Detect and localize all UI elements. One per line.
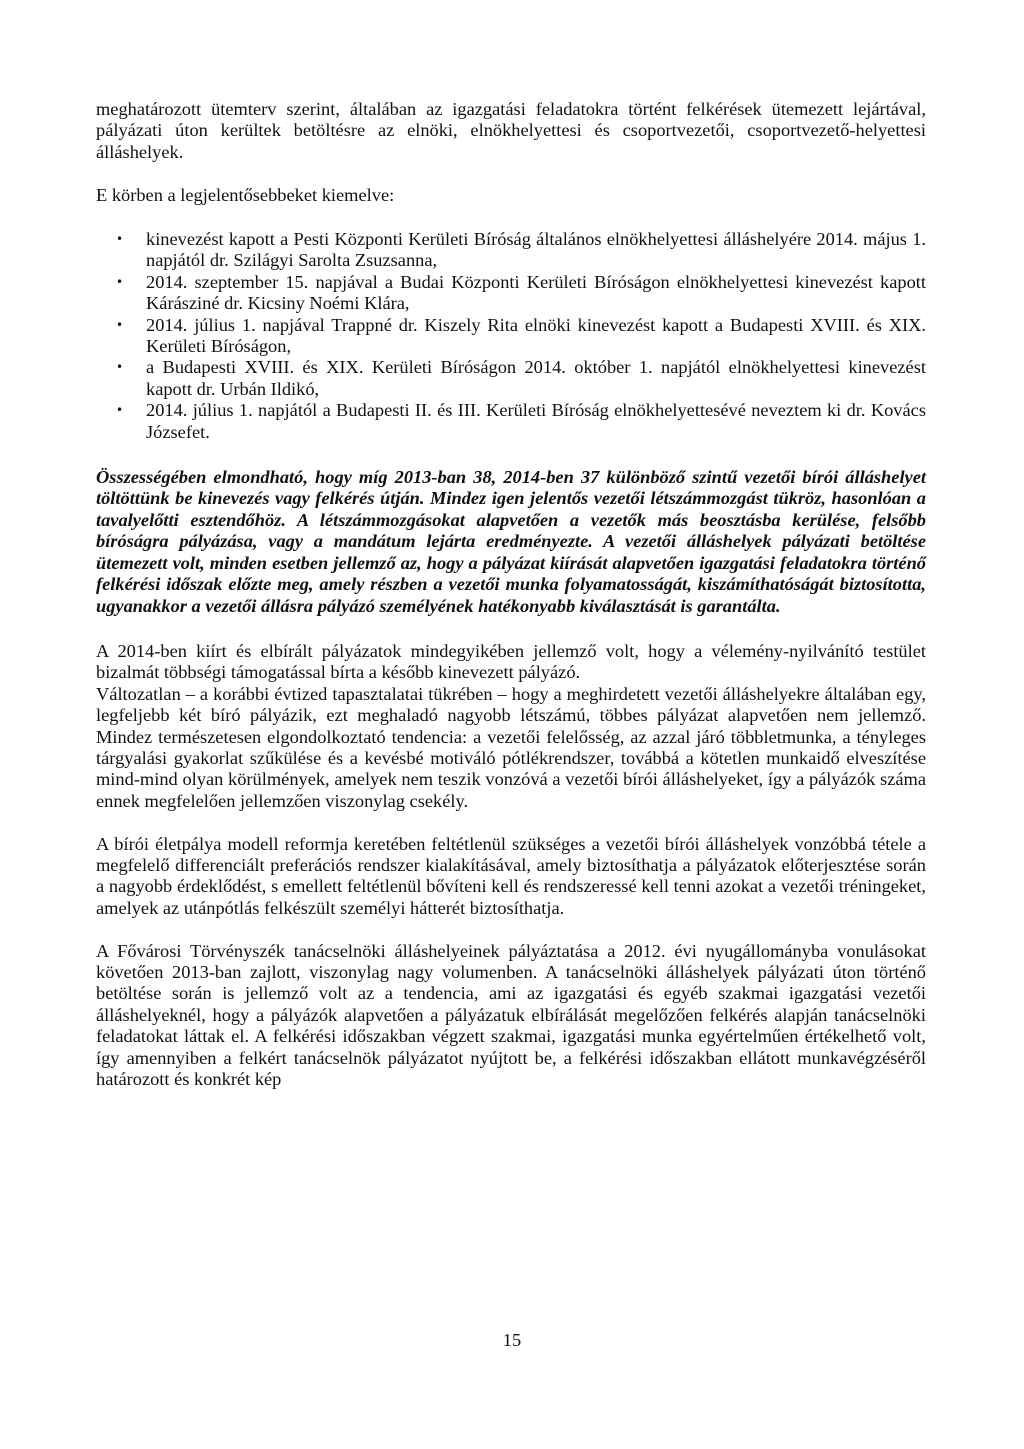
list-item-text: 2014. július 1. napjától a Budapesti II. és III. Kerületi Bíróság elnökhelyettesévé neveztem ki dr. Kovács Józsefet. [146, 400, 926, 442]
body-paragraph: A bírói életpálya modell reformja keretében feltétlenül szükséges a vezetői bírói álláshelyek vonzóbbá tétele a megfelelő differenciált preferációs rendszer kialakításával, amely biztosíthatja a pályázatok előterjesztése során a nagyobb érdeklődést, s emellett feltétlenül bővíteni kell és rendszeressé kell tenni azokat a vezetői tréningeket, amelyek az utánpótlás felkészült személyi hátterét biztosíthatja. [96, 833, 926, 918]
list-item [96, 315, 926, 358]
body-paragraph: Változatlan – a korábbi évtized tapasztalatai tükrében – hogy a meghirdetett vezetői álláshelyekre általában egy, legfeljebb két bíró pályázik, ezt meghaladó nagyobb létszámú, többes pályázat alapvetően nem jellemző. Mindez természetesen elgondolkoztató tendencia: a vezetői felelősség, az azzal járó többletmunka, a tényleges tárgyalási gyakorlat szűkülése és a kevésbé motiváló pótlékrendszer, továbbá a kötetlen munkaidő elveszítése mind-mind olyan körülmények, amelyek nem teszik vonzóvá a vezetői bírói álláshelyeket, így a pályázók száma ennek megfelelően jellemzően viszonylag csekély. [96, 683, 926, 811]
summary-paragraph: Összességében elmondható, hogy míg 2013-ban 38, 2014-ben 37 különböző szintű vezetői bírói álláshelyet töltöttünk be kinevezés vagy felkérés útján. Mindez igen jelentős vezetői létszámmozgást tükröz, hasonlóan a tavalyelőtti esztendőhöz. A létszámmozgásokat alapvetően a vezetők más beosztásba kerülése, felsőbb bíróságra pályázása, vagy a mandátum lejárta eredményezte. A vezetői álláshelyek pályázati betöltése ütemezett volt, minden esetben jellemző az, hogy a pályázat kiírását alapvetően igazgatási feladatokra történő felkérési időszak előzte meg, amely részben a vezetői munka folyamatosságát, kiszámíthatóságát biztosította, ugyanakkor a vezetői állásra pályázó személyének hatékonyabb kiválasztását is garantálta. [96, 467, 926, 616]
bullet-icon: • [116, 274, 124, 289]
bullet-icon: • [116, 403, 124, 418]
list-item-text: 2014. szeptember 15. napjával a Budai Központi Kerületi Bíróságon elnökhelyettesi kinevezést kapott Kárásziné dr. Kicsiny Noémi Klára, [146, 271, 926, 314]
list-item [96, 400, 926, 443]
list-item [96, 229, 926, 272]
appointments-list [96, 229, 926, 443]
body-paragraph: A Fővárosi Törvényszék tanácselnöki álláshelyeinek pályáztatása a 2012. évi nyugállományba vonulásokat követően 2013-ban zajlott, viszonylag nagy volumenben. A tanácselnöki álláshelyek pályázati úton történő betöltése során is jellemző volt az a tendencia, ami az igazgatási és egyéb szakmai igazgatási vezetői álláshelyeknél, hogy a pályázók alapvetően a pályázatuk elbírálását megelőzően felkérés alapján tanácselnöki feladatokat láttak el. A felkérési időszakban végzett szakmai, igazgatási munka egyértelműen értékelhető volt, így amennyiben a felkért tanácselnök pályázatot nyújtott be, a felkérési időszakban ellátott munkavégzéséről határozott és konkrét kép [96, 940, 926, 1090]
list-intro: E körben a legjelentősebbeket kiemelve: [96, 184, 395, 205]
bullet-icon: • [116, 360, 124, 375]
list-item-text: kinevezést kapott a Pesti Központi Kerületi Bíróság általános elnökhelyettesi álláshelyére 2014. május 1. napjától dr. Szilágyi Sarolta Zsuzsanna, [146, 229, 926, 271]
list-item-text: a Budapesti XVIII. és XIX. Kerületi Bíróságon 2014. október 1. napjától elnökhelyettesi kinevezést kapott dr. Urbán Ildikó, [146, 357, 926, 399]
list-item [96, 357, 926, 400]
body-paragraph: A 2014-ben kiírt és elbírált pályázatok mindegyikében jellemző volt, hogy a vélemény-nyilvánító testület bizalmát többségi támogatással bírta a később kinevezett pályázó. [96, 640, 926, 683]
document-page [96, 99, 926, 1090]
bullet-icon: • [116, 317, 124, 332]
list-item-text: 2014. július 1. napjával Trappné dr. Kiszely Rita elnöki kinevezést kapott a Budapesti XVIII. és XIX. Kerületi Bíróságon, [146, 314, 926, 357]
bullet-icon: • [116, 232, 124, 247]
intro-paragraph: meghatározott ütemterv szerint, általában az igazgatási feladatokra történt felkérések ütemezett lejártával, pályázati úton kerültek betöltésre az elnöki, elnökhelyettesi és csoportvezetői, csoportvezető-helyettesi álláshelyek. [96, 99, 926, 162]
list-item [96, 272, 926, 315]
page-number: 15 [502, 1330, 522, 1350]
